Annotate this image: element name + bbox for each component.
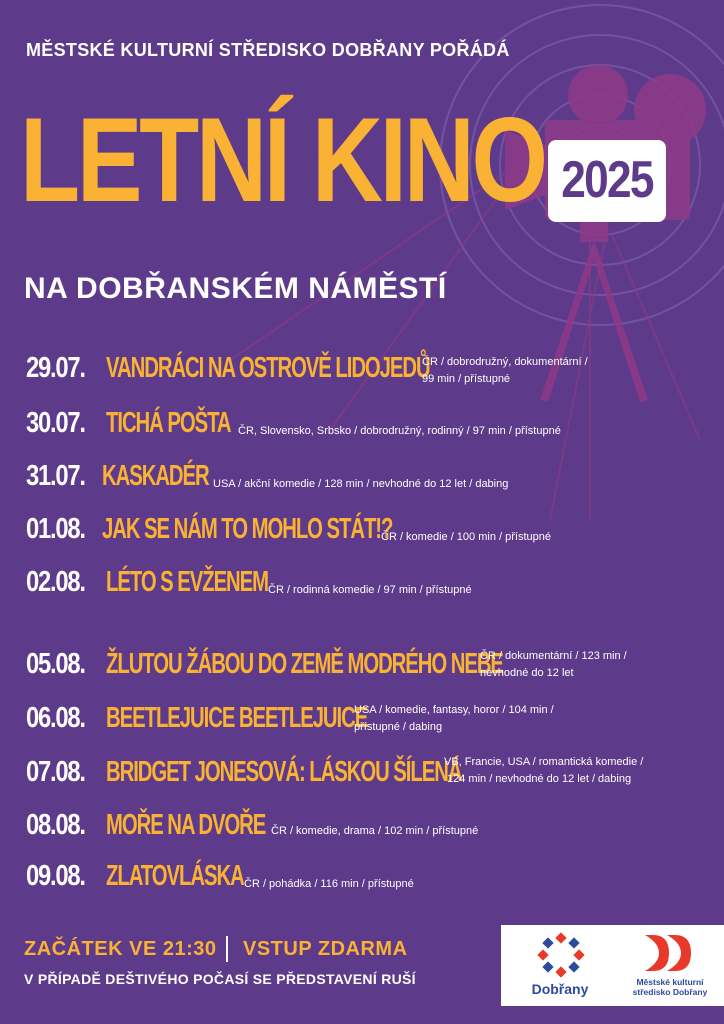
program-info-line: ČR / pohádka / 116 min / přístupné xyxy=(244,878,414,890)
entry-free-text: VSTUP ZDARMA xyxy=(243,938,408,960)
program-info-line: 124 min / nevhodné do 12 let / dabing xyxy=(447,773,632,785)
footer-divider xyxy=(226,936,228,962)
organizer-text: MĚSTSKÉ KULTURNÍ STŘEDISKO DOBŘANY POŘÁDÁ xyxy=(26,40,510,60)
program-film: ZLATOVLÁSKA xyxy=(106,860,244,892)
program-info-line: ČR / dokumentární / 123 min / xyxy=(480,650,627,662)
program-film: TICHÁ POŠTA xyxy=(106,407,231,439)
cultural-center-logo-text xyxy=(622,977,718,997)
program-date: 06.08. xyxy=(26,702,85,734)
program-film: VANDRÁCI NA OSTROVĚ LIDOJEDŮ xyxy=(106,352,430,384)
program-date: 31.07. xyxy=(26,460,85,492)
program-info xyxy=(422,354,588,388)
program-info xyxy=(213,476,508,493)
program-film: BEETLEJUICE BEETLEJUICE xyxy=(106,702,368,734)
dobrany-logo-icon xyxy=(537,931,585,979)
program-info-line: ČR / komedie, drama / 102 min / přístupné xyxy=(271,825,479,837)
program-date: 01.08. xyxy=(26,513,85,545)
rain-note-text: V PŘÍPADĚ DEŠTIVÉHO POČASÍ SE PŘEDSTAVENÍ RUŠÍ xyxy=(24,971,416,987)
poster-subtitle: NA DOBŘANSKÉM NÁMĚSTÍ xyxy=(24,272,447,305)
program-date: 08.08. xyxy=(26,809,85,841)
program-film: ŽLUTOU ŽÁBOU DO ZEMĚ MODRÉHO NEBE xyxy=(106,648,503,680)
program-info-line: VB, Francie, USA / romantická komedie / xyxy=(444,756,644,768)
cultural-center-logo-line: Městské kulturní xyxy=(636,977,704,987)
program-date: 07.08. xyxy=(26,756,85,788)
program-info xyxy=(480,648,627,682)
program-date: 02.08. xyxy=(26,566,85,598)
program-info-line: USA / komedie, fantasy, horor / 104 min / xyxy=(354,704,554,716)
program-info xyxy=(444,754,643,788)
cultural-center-logo-icon xyxy=(643,933,695,973)
dobrany-logo-text: Dobřany xyxy=(531,981,589,997)
program-film: JAK SE NÁM TO MOHLO STÁT!? xyxy=(102,513,393,545)
program-film: MOŘE NA DVOŘE xyxy=(106,809,266,841)
poster-title: LETNÍ KINO xyxy=(20,93,545,227)
program-date: 30.07. xyxy=(26,407,85,439)
program-info-line: nevhodné do 12 let xyxy=(480,667,574,679)
program-date: 09.08. xyxy=(26,860,85,892)
start-time-text: ZAČÁTEK VE 21:30 xyxy=(24,938,217,960)
program-info-line: ČR / komedie / 100 min / přístupné xyxy=(381,531,551,543)
program-info-line: přístupné / dabing xyxy=(354,721,443,733)
program-date: 05.08. xyxy=(26,648,85,680)
program-info-line: 99 min / přístupné xyxy=(422,373,511,385)
program-info-line: ČR / rodinná komedie / 97 min / přístupné xyxy=(268,584,472,596)
program-info xyxy=(244,876,414,893)
program-info-line: USA / akční komedie / 128 min / nevhodné do 12 let / dabing xyxy=(213,478,509,490)
program-info xyxy=(381,529,551,546)
program-info-line: ČR / dobrodružný, dokumentární / xyxy=(422,356,588,368)
program-info xyxy=(271,823,478,840)
year-text: 2025 xyxy=(561,151,653,209)
program-film: BRIDGET JONESOVÁ: LÁSKOU ŠÍLENÁ xyxy=(106,756,462,788)
program-info xyxy=(238,423,561,440)
program-info-line: ČR, Slovensko, Srbsko / dobrodružný, rodinný / 97 min / přístupné xyxy=(238,425,561,437)
program-film: LÉTO S EVŽENEM xyxy=(106,566,269,598)
program-info xyxy=(268,582,472,599)
program-film: KASKADÉR xyxy=(102,460,209,492)
program-date: 29.07. xyxy=(26,352,85,384)
program-info xyxy=(354,702,554,736)
cultural-center-logo-line: středisko Dobřany xyxy=(632,987,708,997)
